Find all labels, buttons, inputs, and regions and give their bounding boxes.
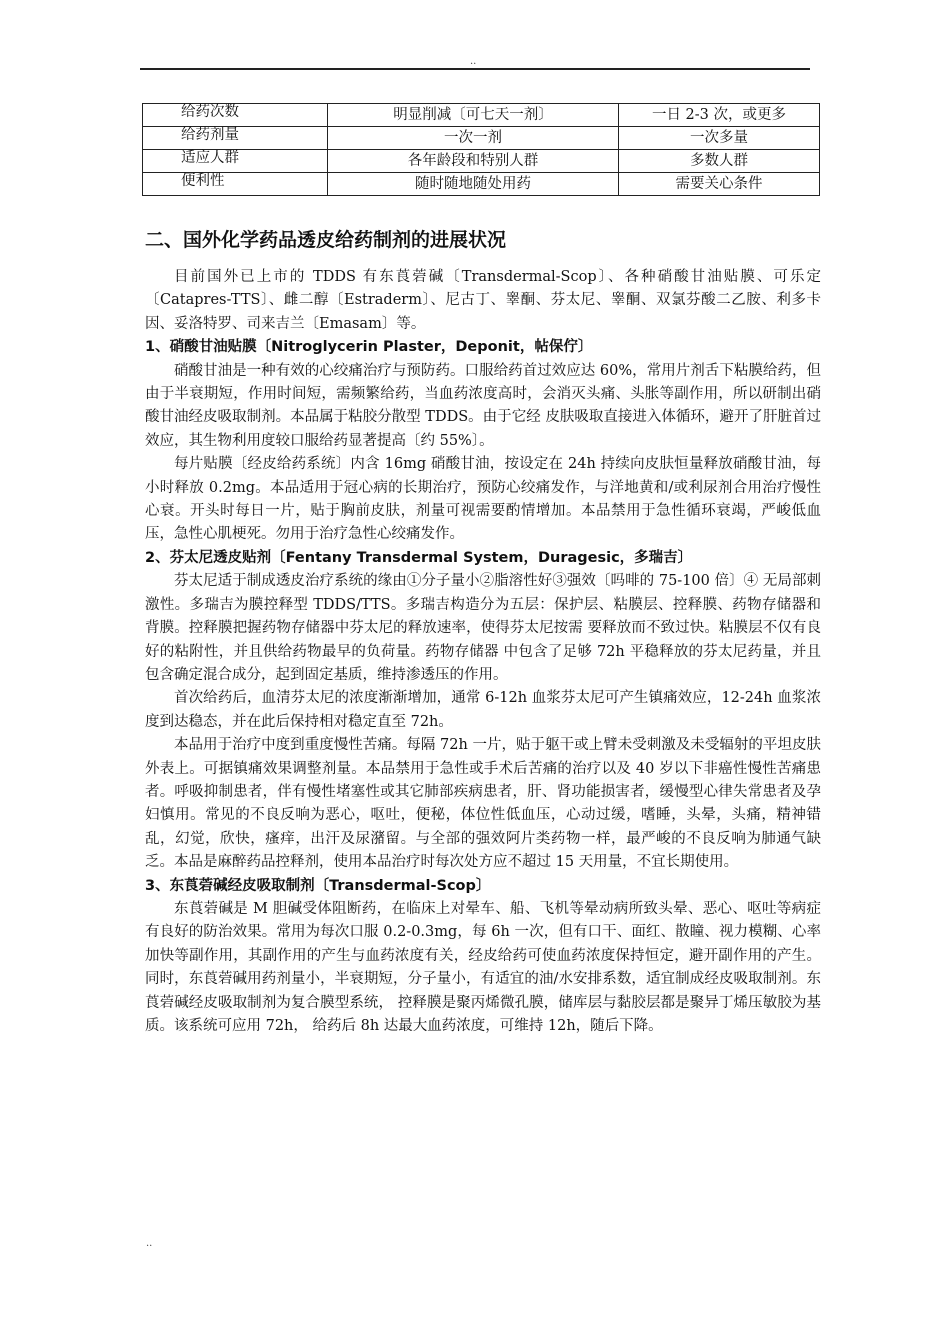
header-mark: .. xyxy=(470,56,477,67)
body-paragraph: 首次给药后，血清芬太尼的浓度渐渐增加，通常 6-12h 血浆芬太尼可产生镇痛效应，12-24h 血浆浓度到达稳态，并在此后保持相对稳定直至 72h。 xyxy=(145,690,821,730)
table-cell: 一次一剂 xyxy=(328,127,619,150)
intro-paragraph: 目前国外已上市的 TDDS 有东莨菪碱〔Transdermal-Scop〕、各种硝酸甘油贴膜、可乐定〔Catapres-TTS〕、雌二醇〔Estraderm〕、尼古丁、睾酮、芬太尼、睾酮、双氯芬酸二乙胺、利多卡因、妥洛特罗、司来吉兰〔Emasam〕等。 xyxy=(145,269,821,332)
subsection-heading-scopolamine: 3、东莨菪碱经皮吸取制剂〔Transdermal-Scop〕 xyxy=(145,877,491,894)
table-row xyxy=(143,104,820,127)
footer-mark: .. xyxy=(146,1238,153,1249)
table-cell: 便利性 xyxy=(143,173,328,196)
document-body xyxy=(145,226,821,1038)
body-paragraph: 硝酸甘油是一种有效的心绞痛治疗与预防药。口服给药首过效应达 60%，常用片剂舌下粘膜给药，但由于半衰期短，作用时间短，需频繁给药，当血药浓度高时，会消灭头痛、头胀等副作用，所以研制出硝酸甘油经皮吸取制剂。本品属于粘胶分散型 TDDS。由于它经 皮肤吸取直接进入体循环，避开了肝脏首过效应，其生物利用度较口服给药显著提高〔约 55%〕。 xyxy=(145,362,821,449)
table-row xyxy=(143,127,820,150)
header-rule xyxy=(140,68,810,70)
comparison-table xyxy=(142,103,820,196)
body-paragraph: 芬太尼适于制成透皮治疗系统的缘由①分子量小②脂溶性好③强效〔吗啡的 75-100 倍〕④ 无局部刺激性。多瑞吉为膜控释型 TDDS/TTS。多瑞吉构造分为五层：保护层、粘膜层、控释膜、药物存储器和背膜。控释膜把握药物存储器中芬太尼的释放速率，使得芬太尼按需 要释放而不致过快。粘膜层不仅有良好的粘附性，并且供给药物最早的负荷量。药物存储器 中包含了足够 72h 平稳释放的芬太尼药量，并且包含确定混合成分，起到固定基质，维持渗透压的作用。 xyxy=(145,573,821,683)
table-cell: 明显削减〔可七天一剂〕 xyxy=(328,104,619,127)
table-cell: 给药次数 xyxy=(143,104,328,127)
table-cell: 给药剂量 xyxy=(143,127,328,150)
table-row xyxy=(143,150,820,173)
table-cell: 需要关心条件 xyxy=(619,173,820,196)
subsection-heading-fentanyl: 2、芬太尼透皮贴剂〔Fentany Transdermal System，Duragesic，多瑞吉〕 xyxy=(145,549,693,566)
table-cell: 随时随地随处用药 xyxy=(328,173,619,196)
body-paragraph: 东莨菪碱是 M 胆碱受体阻断药，在临床上对晕车、船、飞机等晕动病所致头晕、恶心、呕吐等病症有良好的防治效果。常用为每次口服 0.2-0.3mg，每 6h 一次，但有口干、面红、散瞳、视力模糊、心率加快等副作用，其副作用的产生与血药浓度有关，经皮给药可使血药浓度保持恒定，避开副作用的产生。同时，东莨菪碱用药剂量小，半衰期短，分子量小，有适宜的油/水安排系数，适宜制成经皮吸取制剂。东莨菪碱经皮吸取制剂为复合膜型系统， 控释膜是聚丙烯微孔膜，储库层与黏胶层都是聚异丁烯压敏胶为基质。该系统可应用 72h， 给药后 8h 达最大血药浓度，可维持 12h，随后下降。 xyxy=(145,900,821,1034)
table-cell: 适应人群 xyxy=(143,150,328,173)
subsection-heading-nitroglycerin: 1、硝酸甘油贴膜〔Nitroglycerin Plaster，Deponit，帖保佇〕 xyxy=(145,339,593,356)
table-cell: 一次多量 xyxy=(619,127,820,150)
table-cell: 多数人群 xyxy=(619,150,820,173)
table-cell: 各年龄段和特别人群 xyxy=(328,150,619,173)
section-title: 二、国外化学药品透皮给药制剂的进展状况 xyxy=(145,229,507,251)
body-paragraph: 每片贴膜〔经皮给药系统〕内含 16mg 硝酸甘油，按设定在 24h 持续向皮肤恒量释放硝酸甘油，每小时释放 0.2mg。本品适用于冠心病的长期治疗，预防心绞痛发作，与洋地黄和/或利尿剂合用治疗慢性心衰。开头时每日一片，贴于胸前皮肤，剂量可视需要酌情增加。本品禁用于急性循环衰竭，严峻低血压，急性心肌梗死。勿用于治疗急性心绞痛发作。 xyxy=(145,456,821,543)
table-cell: 一日 2-3 次，或更多 xyxy=(619,104,820,127)
body-paragraph: 本品用于治疗中度到重度慢性苦痛。每隔 72h 一片，贴于躯干或上臂未受刺激及未受辐射的平坦皮肤外表上。可据镇痛效果调整剂量。本品禁用于急性或手术后苦痛的治疗以及 40 岁以下非癌性慢性苦痛患者。呼吸抑制患者，伴有慢性堵塞性或其它肺部疾病患者，肝、肾功能损害者，缓慢型心律失常患者及孕妇慎用。常见的不良反响为恶心，呕吐，便秘，体位性低血压，心动过缓，嗜睡，头晕，头痛，精神错乱，幻觉，欣快，瘙痒，出汗及尿潴留。与全部的强效阿片类药物一样，最严峻的不良反响为肺通气缺乏。本品是麻醉药品控释剂，使用本品治疗时每次处方应不超过 15 天用量，不宜长期使用。 xyxy=(145,737,821,871)
table-row xyxy=(143,173,820,196)
